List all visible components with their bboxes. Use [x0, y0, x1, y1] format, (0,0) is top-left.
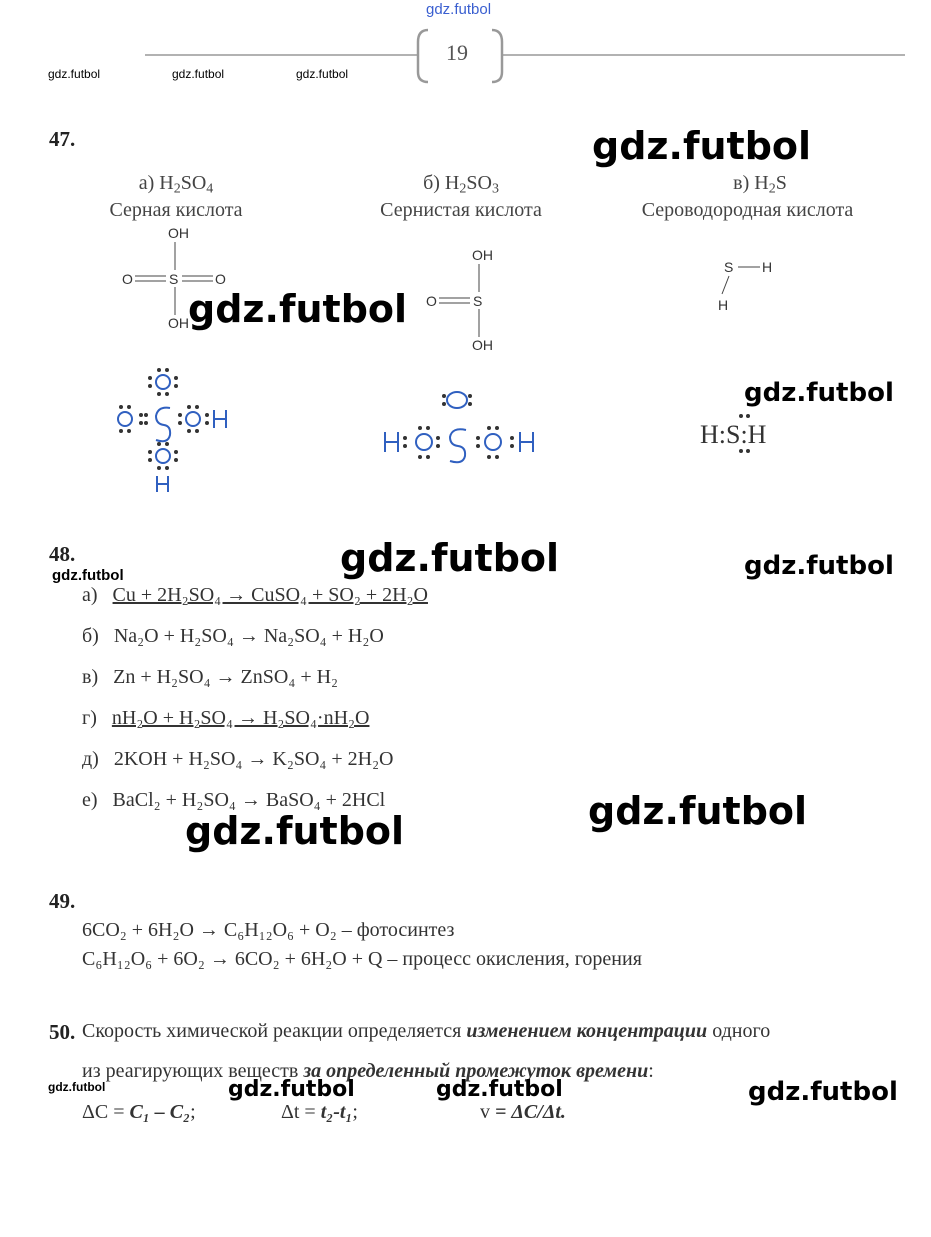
watermark: gdz.futbol — [185, 809, 405, 853]
rate-definition-line1: Скорость химической реакции определяется изменением концентрации одного — [82, 1020, 771, 1042]
acid-name-b: Сернистая кислота — [380, 199, 542, 221]
lewis-oxygen — [118, 412, 132, 426]
task-number-48: 48. — [49, 542, 76, 566]
lewis-h2so4 — [118, 375, 226, 492]
watermark: gdz.futbol — [748, 1077, 898, 1107]
delta-c-formula: ΔC = C₁ – C₂; — [82, 1101, 196, 1123]
rate-definition-line2: из реагирующих веществ за определенный промежуток времени: — [82, 1060, 654, 1082]
atom-h: H — [718, 297, 729, 313]
watermark: gdz.futbol — [744, 551, 894, 581]
watermark: gdz.futbol — [340, 536, 560, 580]
equation-b: б) Na₂O + H₂SO₄ → Na₂SO₄ + H₂O — [82, 625, 384, 647]
delta-t-formula: Δt = t₂-t₁; — [281, 1101, 358, 1123]
task-number-47: 47. — [49, 127, 76, 151]
watermark: gdz.futbol — [52, 567, 124, 584]
atom-oh: OH — [168, 225, 189, 241]
watermark: gdz.futbol — [744, 378, 894, 408]
acid-formula-b: б) $H_2SO_3$ — [423, 172, 499, 197]
lewis-oxygen — [416, 434, 432, 450]
watermark: gdz.futbol — [588, 789, 808, 833]
task-number-50: 50. — [49, 1020, 76, 1044]
atom-s: S — [169, 271, 179, 287]
atom-oh: OH — [168, 315, 189, 331]
watermark: gdz.futbol — [188, 287, 408, 331]
lewis-sulfur — [450, 429, 466, 462]
atom-o: O — [215, 271, 226, 287]
atom-o: O — [122, 271, 133, 287]
acid-name-a: Серная кислота — [109, 199, 243, 221]
atom-h: H — [762, 259, 773, 275]
lewis-h2s-dots — [735, 412, 755, 456]
structure-h2so3 — [426, 247, 493, 353]
atom-s: S — [473, 293, 483, 309]
lewis-oxygen — [186, 412, 200, 426]
watermark: gdz.futbol — [592, 124, 812, 168]
lewis-hydrogen — [157, 476, 168, 492]
velocity-formula: v = ΔC/Δt. — [480, 1101, 566, 1123]
small-watermark: gdz.futbol — [296, 67, 349, 81]
acid-formula-a: а) $H_2SO_4$ — [138, 172, 214, 197]
lewis-sulfur — [156, 408, 170, 442]
small-watermark: gdz.futbol — [172, 67, 225, 81]
lewis-oxygen — [156, 449, 170, 463]
oxidation-equation: C₆H₁₂O₆ + 6O₂ → 6CO₂ + 6H₂O + Q – процесс окисления, горения — [82, 948, 642, 970]
acid-name-c: Сероводородная кислота — [641, 199, 854, 221]
watermark: gdz.futbol — [48, 1080, 106, 1094]
acid-formula-c: в) $H_2S$ — [733, 172, 787, 197]
structural-formulas — [0, 220, 931, 510]
page-bracket-left — [418, 30, 428, 82]
lewis-h2so3 — [385, 392, 533, 462]
equation-e: е) BaCl₂ + H₂SO₄ → BaSO₄ + 2HCl — [82, 789, 386, 811]
lewis-hydrogen — [385, 432, 398, 452]
lewis-oxygen — [485, 434, 501, 450]
equation-g: г) nH₂O + H₂SO₄ → H₂SO₄·nH₂O — [82, 707, 370, 729]
atom-s: S — [724, 259, 734, 275]
top-watermark: gdz.futbol — [426, 1, 492, 18]
watermark: gdz.futbol — [436, 1077, 563, 1102]
task-number-49: 49. — [49, 889, 76, 913]
page-bracket-right — [492, 30, 502, 82]
lewis-h2s: H:S:H — [700, 420, 767, 449]
page-number: 19 — [446, 40, 468, 65]
small-watermark: gdz.futbol — [48, 67, 101, 81]
lewis-oxygen — [447, 392, 467, 408]
equation-d: д) 2KOH + H₂SO₄ → K₂SO₄ + 2H₂O — [82, 748, 394, 770]
lewis-hydrogen — [520, 432, 533, 452]
watermark: gdz.futbol — [228, 1077, 355, 1102]
atom-oh: OH — [472, 337, 493, 353]
lewis-hydrogen — [214, 410, 226, 428]
atom-o: O — [426, 293, 437, 309]
photosynthesis-equation: 6CO₂ + 6H₂O → C₆H₁₂O₆ + O₂ – фотосинтез — [82, 919, 455, 941]
structure-h2s — [718, 259, 772, 313]
atom-oh: OH — [472, 247, 493, 263]
equation-a: а) Cu + 2H₂SO₄ → CuSO₄ + SO₂ + 2H₂O — [82, 584, 428, 606]
equation-v: в) Zn + H₂SO₄ → ZnSO₄ + H₂ — [82, 666, 339, 688]
lewis-oxygen — [156, 375, 170, 389]
